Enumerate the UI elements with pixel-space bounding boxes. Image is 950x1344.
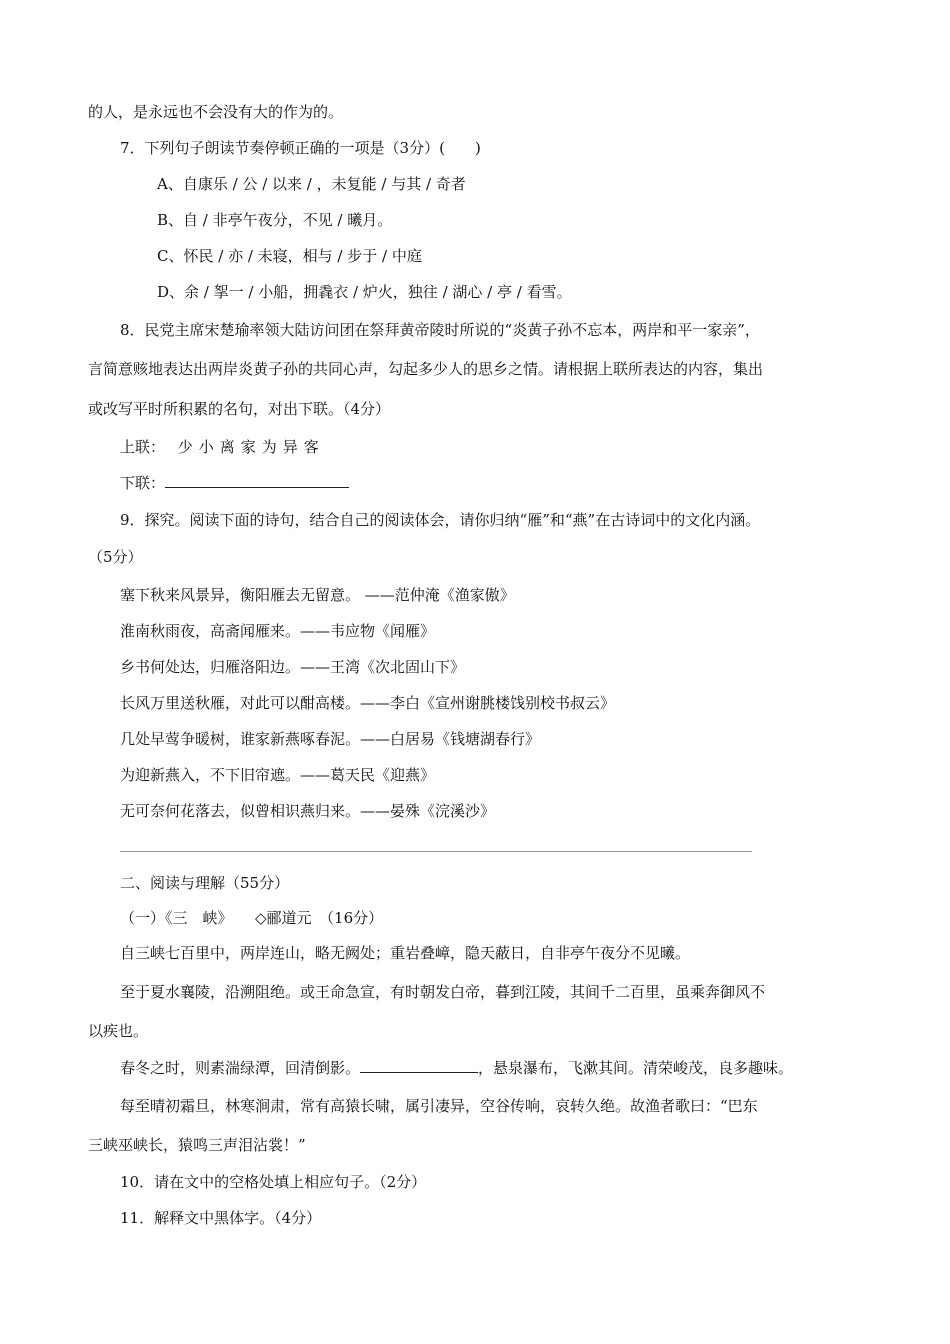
question-8-line-1: 8．民党主席宋楚瑜率领大陆访问团在祭拜黄帝陵时所说的“炎黄子孙不忘本，两岸和平一家亲”，	[120, 321, 760, 339]
text-line: 的人，是永远也不会没有大的作为的。	[88, 103, 344, 121]
question-9-line-2: （5分）	[88, 548, 143, 566]
option-c: C、怀民 / 亦 / 未寝，相与 / 步于 / 中庭	[157, 247, 422, 265]
poem-line: 乡书何处达，归雁洛阳边。——王湾《次北固山下》	[120, 658, 466, 676]
couplet-lower-label: 下联：	[120, 474, 166, 492]
passage-line: 每至晴初霜旦，林寒涧肃，常有高猿长啸，属引凄异，空谷传响，哀转久绝。故渔者歌曰：“巴东	[120, 1097, 758, 1115]
option-d: D、余 / 挐一 / 小船，拥毳衣 / 炉火，独往 / 湖心 / 亭 / 看雪。	[157, 283, 572, 301]
passage-line	[120, 1058, 793, 1078]
poem-line: 长风万里送秋雁，对此可以酣高楼。——李白《宣州谢朓楼饯别校书叔云》	[120, 694, 616, 712]
question-8-line-2: 言简意赅地表达出两岸炎黄子孙的共同心声，勾起多少人的思乡之情。请根据上联所表达的内容，集出	[88, 360, 764, 378]
poem-line: 无可奈何花落去，似曾相识燕归来。——晏殊《浣溪沙》	[120, 802, 496, 820]
poem-line: 塞下秋来风景异，衡阳雁去无留意。 ——范仲淹《渔家傲》	[120, 586, 515, 604]
divider	[120, 851, 752, 852]
passage-line: 至于夏水襄陵，沿溯阻绝。或王命急宣，有时朝发白帝，暮到江陵，其间千二百里，虽乘奔御风不	[120, 983, 766, 1001]
couplet-lower	[120, 473, 349, 493]
question-11: 11．解释文中黑体字。（4分）	[120, 1209, 322, 1227]
question-7: 7．下列句子朗读节奏停顿正确的一项是（3分）( )	[120, 139, 481, 157]
subsection-heading: （一）《三 峡》 ◇郦道元 （16分）	[120, 909, 384, 927]
poem-line: 淮南秋雨夜，高斋闻雁来。——韦应物《闻雁》	[120, 622, 436, 640]
option-a: A、自康乐 / 公 / 以来 / ，未复能 / 与其 / 奇者	[157, 175, 466, 193]
poem-line: 为迎新燕入，不下旧帘遮。——葛天民《迎燕》	[120, 766, 436, 784]
fill-blank[interactable]	[360, 1058, 478, 1073]
answer-blank[interactable]	[165, 473, 349, 488]
section-2-heading: 二、阅读与理解（55分）	[120, 874, 290, 892]
question-10: 10．请在文中的空格处填上相应句子。（2分）	[120, 1173, 427, 1191]
passage-text: 春冬之时，则素湍绿潭，回清倒影。	[120, 1059, 361, 1077]
option-b: B、自 / 非亭午夜分，不见 / 曦月。	[157, 211, 393, 229]
couplet-upper-text: 少小离家为异客	[177, 438, 325, 456]
poem-line: 几处早莺争暖树，谁家新燕啄春泥。——白居易《钱塘湖春行》	[120, 730, 541, 748]
passage-line: 三峡巫峡长，猿鸣三声泪沾裳！”	[88, 1136, 306, 1154]
passage-line: 以疾也。	[88, 1022, 149, 1040]
question-9-line-1: 9．探究。阅读下面的诗句，结合自己的阅读体会，请你归纳“雁”和“燕”在古诗词中的文化内涵。	[120, 511, 761, 529]
couplet-upper	[120, 437, 325, 457]
couplet-upper-label: 上联：	[120, 438, 166, 456]
passage-line: 自三峡七百里中，两岸连山，略无阙处；重岩叠嶂，隐天蔽日，自非亭午夜分不见曦。	[120, 944, 691, 962]
passage-text: ，悬泉瀑布，飞漱其间。清荣峻茂，良多趣味。	[478, 1059, 794, 1077]
question-8-line-3: 或改写平时所积累的名句，对出下联。（4分）	[88, 400, 391, 418]
